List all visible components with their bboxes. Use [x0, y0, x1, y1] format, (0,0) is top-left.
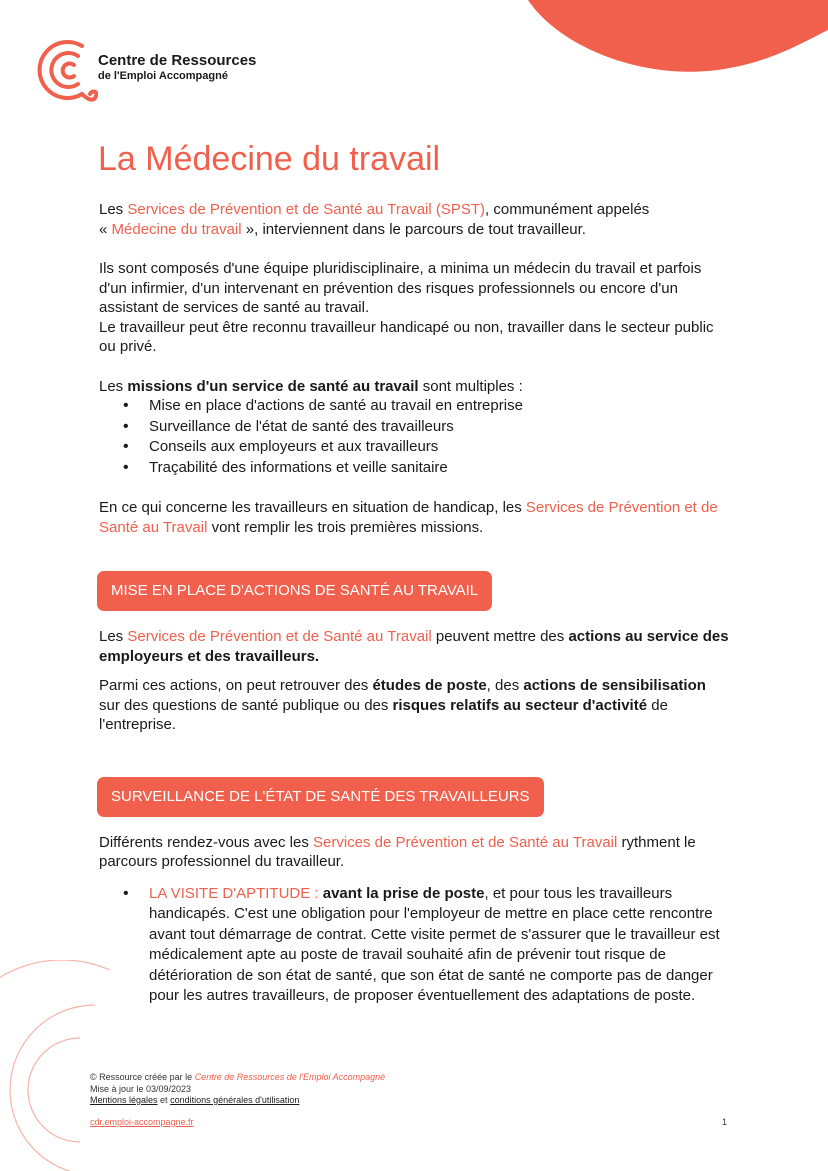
list-item: • Surveillance de l'état de santé des travailleurs [149, 417, 729, 438]
section-banner-surveillance: SURVEILLANCE DE L'ÉTAT DE SANTÉ DES TRAVAILLEURS [97, 777, 544, 817]
legal-link[interactable]: Mentions légales [90, 1095, 158, 1105]
list-item: • Mise en place d'actions de santé au travail en entreprise [149, 396, 729, 417]
intro-paragraph-1: Les Services de Prévention et de Santé au Travail (SPST), communément appelés « Médecine du travail », interviennent dans le parcours de tout travailleur. [99, 201, 650, 238]
missions-lead: Les missions d'un service de santé au travail sont multiples : [99, 377, 523, 395]
logo-subtitle: de l'Emploi Accompagné [98, 70, 228, 82]
c-spiral-logo-icon [36, 36, 98, 106]
section-banner-actions: MISE EN PLACE D'ACTIONS DE SANTÉ AU TRAVAIL [97, 571, 492, 611]
handicap-paragraph: En ce qui concerne les travailleurs en situation de handicap, les Services de Prévention et de Santé au Travail vont remplir les trois premières missions. [99, 499, 718, 536]
page-title: La Médecine du travail [98, 140, 441, 178]
visits-list [99, 884, 729, 1007]
footer: © Ressource créée par le Centre de Ressources de l'Emploi Accompagné Mise à jour le 03/09/2023 Mentions légales et conditions générales d'utilisation [90, 1072, 386, 1105]
section2-paragraph-1: Différents rendez-vous avec les Services de Prévention et de Santé au Travail rythment le parcours professionnel du travailleur. [99, 833, 696, 870]
spst-term: Services de Prévention et de Santé au Travail (SPST) [127, 201, 486, 218]
footer-credit: © Ressource créée par le Centre de Ressources de l'Emploi Accompagné [90, 1072, 386, 1082]
list-item: • Conseils aux employeurs et aux travailleurs [149, 437, 729, 458]
intro-paragraph-3: Le travailleur peut être reconnu travailleur handicapé ou non, travailler dans le secteur public ou privé. [99, 318, 714, 355]
site-link[interactable]: cdr.emploi-accompagne.fr [90, 1117, 194, 1127]
list-item: • Traçabilité des informations et veille sanitaire [149, 458, 729, 479]
section1-paragraph-2: Parmi ces actions, on peut retrouver des études de poste, des actions de sensibilisation sur des questions de santé publique ou des risques relatifs au secteur d'activité de l'entreprise. [99, 677, 706, 733]
medecine-term: Médecine du travail [111, 220, 242, 238]
missions-list [99, 396, 729, 478]
logo-title: Centre de Ressources [98, 52, 257, 69]
footer-updated: Mise à jour le 03/09/2023 [90, 1083, 192, 1094]
logo[interactable] [36, 36, 286, 106]
intro-paragraph-2: Ils sont composés d'une équipe pluridisciplinaire, a minima un médecin du travail et parfois d'un infirmier, d'un intervenant en prévention des risques professionnels ou encore d'un assistant de services de santé au travail. [99, 260, 702, 316]
section1-paragraph-1: Les Services de Prévention et de Santé au Travail peuvent mettre des actions au service des employeurs et des travailleurs. [99, 628, 729, 665]
main-content [99, 200, 729, 1007]
page-number: 1 [722, 1117, 728, 1127]
cgu-link[interactable]: conditions générales d'utilisation [170, 1095, 300, 1105]
list-item: • LA VISITE D'APTITUDE : avant la prise de poste, et pour tous les travailleurs handicapés. C'est une obligation pour l'employeur de mettre en place cette rencontre avant tout démarrage de contrat. Cette visite permet de s'assurer que le travailleur est médicalement apte au poste de travail souhaité afin de prévenir tout risque de détérioration de son état de santé, que son état de santé ne comporte pas de danger pour les autres travailleurs, de proposer éventuellement des adaptations de poste. [149, 884, 729, 1007]
decorative-blob-top [468, 0, 828, 110]
